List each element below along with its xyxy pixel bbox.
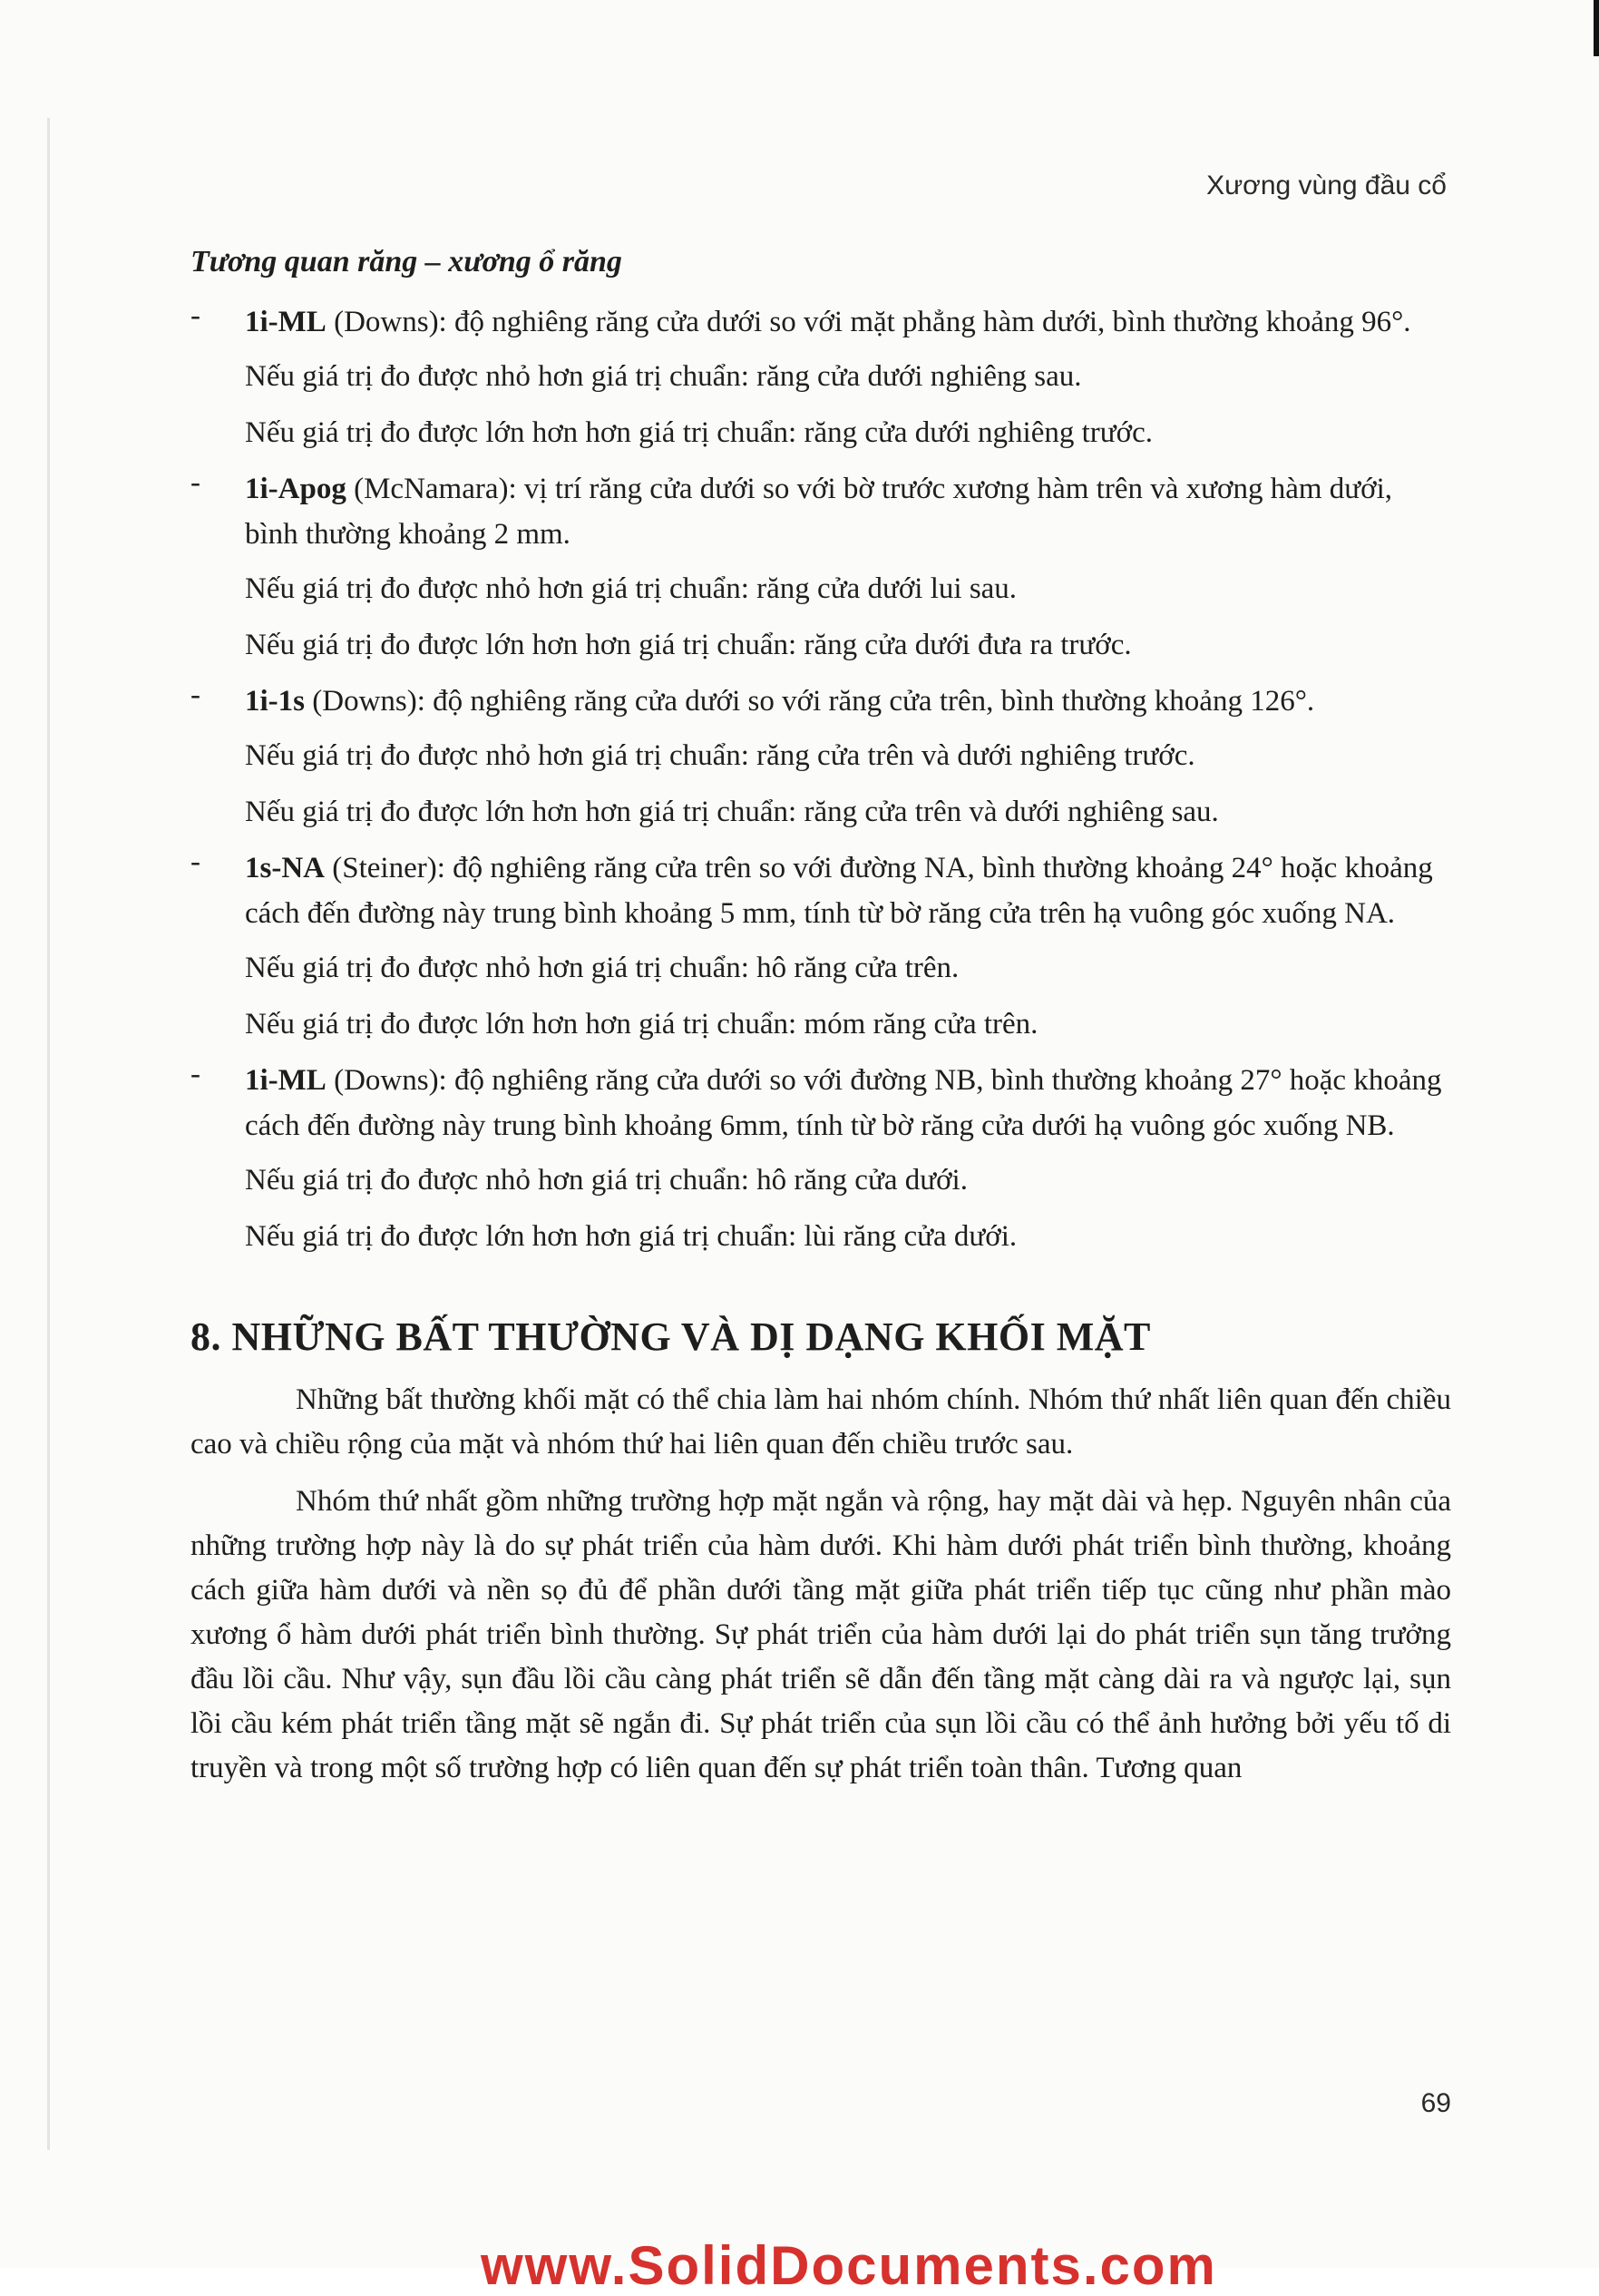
scan-edge-mark: [1594, 0, 1599, 56]
item-description: (McNamara): vị trí răng cửa dưới so với bờ trước xương hàm trên và xương hàm dưới, bình thường khoảng 2 mm.: [245, 473, 1393, 551]
sub-line: Nếu giá trị đo được nhỏ hơn giá trị chuẩn: hô răng cửa trên.: [245, 952, 960, 984]
running-head: Xương vùng đầu cổ: [1206, 171, 1447, 200]
dash-bullet: -: [190, 1058, 200, 1090]
list-item: [190, 466, 1451, 557]
sub-line: Nếu giá trị đo được lớn hơn hơn giá trị chuẩn: răng cửa trên và dưới nghiêng sau.: [245, 796, 1219, 828]
page-number: 69: [1420, 2088, 1451, 2118]
list-item: [190, 1058, 1451, 1148]
dash-bullet: -: [190, 299, 200, 332]
sub-line: Nếu giá trị đo được lớn hơn hơn giá trị chuẩn: răng cửa dưới đưa ra trước.: [245, 629, 1132, 661]
item-term: 1i-ML: [245, 1064, 327, 1097]
item-term: 1s-NA: [245, 852, 325, 884]
item-text: [245, 299, 1451, 345]
item-description: (Downs): độ nghiêng răng cửa dưới so với mặt phẳng hàm dưới, bình thường khoảng 96°.: [334, 306, 1411, 338]
watermark: [481, 2213, 1217, 2296]
section-heading: 8. NHỮNG BẤT THƯỜNG VÀ DỊ DẠNG KHỐI MẶT: [190, 1314, 1151, 1359]
paragraph: Nhóm thứ nhất gồm những trường hợp mặt ngắn và rộng, hay mặt dài và hẹp. Nguyên nhân của những trường hợp này là do sự phát triển của hàm dưới. Khi hàm dưới phát triển bình thường, khoảng cách giữa hàm dưới và nền sọ đủ để phần dưới tầng mặt giữa phát triển tiếp tục cũng như phần mào xương ổ hàm dưới phát triển bình thường. Sự phát triển của hàm dưới lại do phát triển sụn tăng trưởng đầu lồi cầu. Như vậy, sụn đầu lồi cầu càng phát triển sẽ dẫn đến tầng mặt càng dài ra và ngược lại, sụn lồi cầu kém phát triển tầng mặt sẽ ngắn đi. Sự phát triển của sụn lồi cầu có thể ảnh hưởng bởi yếu tố di truyền và trong một số trường hợp có liên quan đến sự phát triển toàn thân. Tương quan: [190, 1485, 1451, 1784]
dash-bullet: -: [190, 679, 200, 711]
binding-shadow: [47, 118, 50, 2150]
list-item: [190, 299, 1451, 345]
page-content: [190, 245, 1451, 1803]
item-description: (Steiner): độ nghiêng răng cửa trên so với đường NA, bình thường khoảng 24° hoặc khoảng cách đến đường này trung bình khoảng 5 mm, tính từ bờ răng cửa trên hạ vuông góc xuống NA.: [245, 852, 1433, 930]
watermark-text: www.SolidDocuments.com: [481, 2235, 1217, 2296]
sub-line: Nếu giá trị đo được lớn hơn hơn giá trị chuẩn: móm răng cửa trên.: [245, 1008, 1038, 1041]
item-description: (Downs): độ nghiêng răng cửa dưới so với đường NB, bình thường khoảng 27° hoặc khoảng cách đến đường này trung bình khoảng 6mm, tính từ bờ răng cửa dưới hạ vuông góc xuống NB.: [245, 1064, 1442, 1142]
sub-line: Nếu giá trị đo được nhỏ hơn giá trị chuẩn: răng cửa dưới nghiêng sau.: [245, 360, 1082, 393]
subheading: Tương quan răng – xương ổ răng: [190, 245, 622, 278]
dash-bullet: -: [190, 845, 200, 878]
sub-line: Nếu giá trị đo được nhỏ hơn giá trị chuẩn: răng cửa dưới lui sau.: [245, 572, 1018, 605]
item-text: [245, 679, 1451, 724]
sub-line: Nếu giá trị đo được nhỏ hơn giá trị chuẩn: hô răng cửa dưới.: [245, 1164, 968, 1197]
item-term: 1i-ML: [245, 306, 327, 338]
item-term: 1i-1s: [245, 685, 305, 718]
item-text: [245, 845, 1451, 936]
item-text: [245, 1058, 1451, 1148]
sub-line: Nếu giá trị đo được lớn hơn hơn giá trị chuẩn: lùi răng cửa dưới.: [245, 1220, 1018, 1253]
item-term: 1i-Apog: [245, 473, 346, 505]
sub-line: Nếu giá trị đo được nhỏ hơn giá trị chuẩn: răng cửa trên và dưới nghiêng trước.: [245, 739, 1195, 772]
list-item: [190, 845, 1451, 936]
paragraph: Những bất thường khối mặt có thể chia làm hai nhóm chính. Nhóm thứ nhất liên quan đến chiều cao và chiều rộng của mặt và nhóm thứ hai liên quan đến chiều trước sau.: [190, 1383, 1451, 1461]
item-text: [245, 466, 1451, 557]
item-description: (Downs): độ nghiêng răng cửa dưới so với răng cửa trên, bình thường khoảng 126°.: [312, 685, 1315, 718]
list-item: [190, 679, 1451, 724]
sub-line: Nếu giá trị đo được lớn hơn hơn giá trị chuẩn: răng cửa dưới nghiêng trước.: [245, 416, 1154, 449]
dash-bullet: -: [190, 466, 200, 499]
